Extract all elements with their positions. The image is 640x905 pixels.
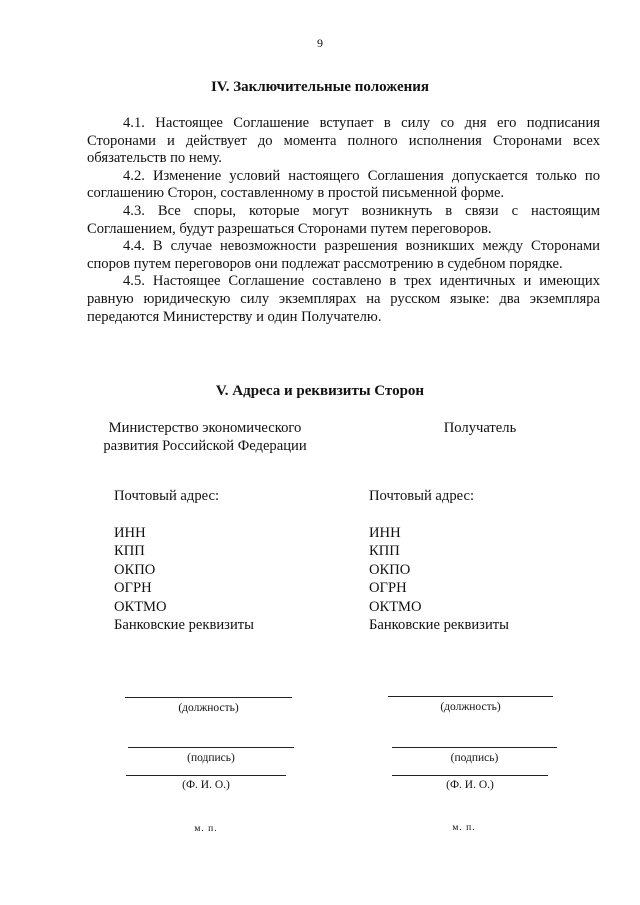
ministry-postal-address: Почтовый адрес:: [114, 488, 220, 504]
recipient-fio-line: [392, 775, 548, 776]
recipient-name: Получатель: [443, 420, 517, 436]
section-iv-title: IV. Заключительные положения: [210, 79, 430, 95]
ministry-fio-caption: (Ф. И. О.): [182, 779, 230, 791]
ministry-name-line2: развития Российской Федерации: [103, 438, 307, 454]
ministry-requisites: [114, 487, 254, 635]
section-v-title: V. Адреса и реквизиты Сторон: [215, 383, 425, 399]
ministry-bank-details: Банковские реквизиты: [114, 617, 254, 633]
recipient-signature-caption: (подпись): [450, 752, 499, 764]
recipient-bank-details: Банковские реквизиты: [369, 617, 509, 633]
ministry-name-line1: Министерство экономического: [108, 420, 302, 436]
recipient-stamp-place: м. п.: [452, 823, 476, 833]
recipient-position-line: [388, 696, 553, 697]
clause-4-3: 4.3. Все споры, которые могут возникнуть в связи с настоящим Соглашением, будут разрешаться Сторонами путем переговоров.: [87, 202, 600, 237]
ministry-okpo: ОКПО: [114, 561, 156, 578]
ministry-kpp: КПП: [114, 543, 145, 559]
ministry-position-line: [125, 697, 292, 698]
recipient-requisites: [369, 487, 509, 635]
recipient-signature-line: [392, 747, 557, 748]
ministry-ogrn: ОГРН: [114, 580, 152, 596]
ministry-signature-caption: (подпись): [187, 752, 235, 764]
ministry-stamp-place: м. п.: [194, 824, 218, 834]
recipient-inn: ИНН: [369, 524, 401, 541]
ministry-inn: ИНН: [114, 524, 146, 541]
recipient-position-caption: (должность): [440, 701, 501, 713]
recipient-postal-address: Почтовый адрес:: [369, 488, 475, 504]
ministry-signature-line: [128, 747, 294, 748]
ministry-oktmo: ОКТМО: [114, 598, 167, 615]
clause-4-5: 4.5. Настоящее Соглашение составлено в трех идентичных и имеющих равную юридическую силу экземплярах на русском языке: два экземпляра передаются Министерству и один Получателю.: [87, 273, 600, 325]
recipient-kpp: КПП: [369, 543, 400, 559]
clause-4-2: 4.2. Изменение условий настоящего Соглашения допускается только по соглашению Сторон, составленному в простой письменной форме.: [87, 167, 600, 202]
recipient-okpo: ОКПО: [369, 561, 411, 578]
section-iv-body: [87, 115, 600, 326]
ministry-fio-line: [126, 775, 286, 776]
recipient-ogrn: ОГРН: [369, 580, 407, 596]
ministry-position-caption: (должность): [178, 702, 239, 714]
recipient-oktmo: ОКТМО: [369, 598, 422, 615]
recipient-fio-caption: (Ф. И. О.): [446, 779, 494, 791]
clause-4-4: 4.4. В случае невозможности разрешения возникших между Сторонами споров путем переговоров они подлежат рассмотрению в судебном порядке.: [87, 238, 600, 272]
page-number: 9: [317, 36, 323, 50]
clause-4-1: 4.1. Настоящее Соглашение вступает в силу со дня его подписания Сторонами и действует до момента полного исполнения Сторонами всех обязательств по нему.: [87, 115, 600, 167]
ministry-name: [96, 419, 314, 455]
